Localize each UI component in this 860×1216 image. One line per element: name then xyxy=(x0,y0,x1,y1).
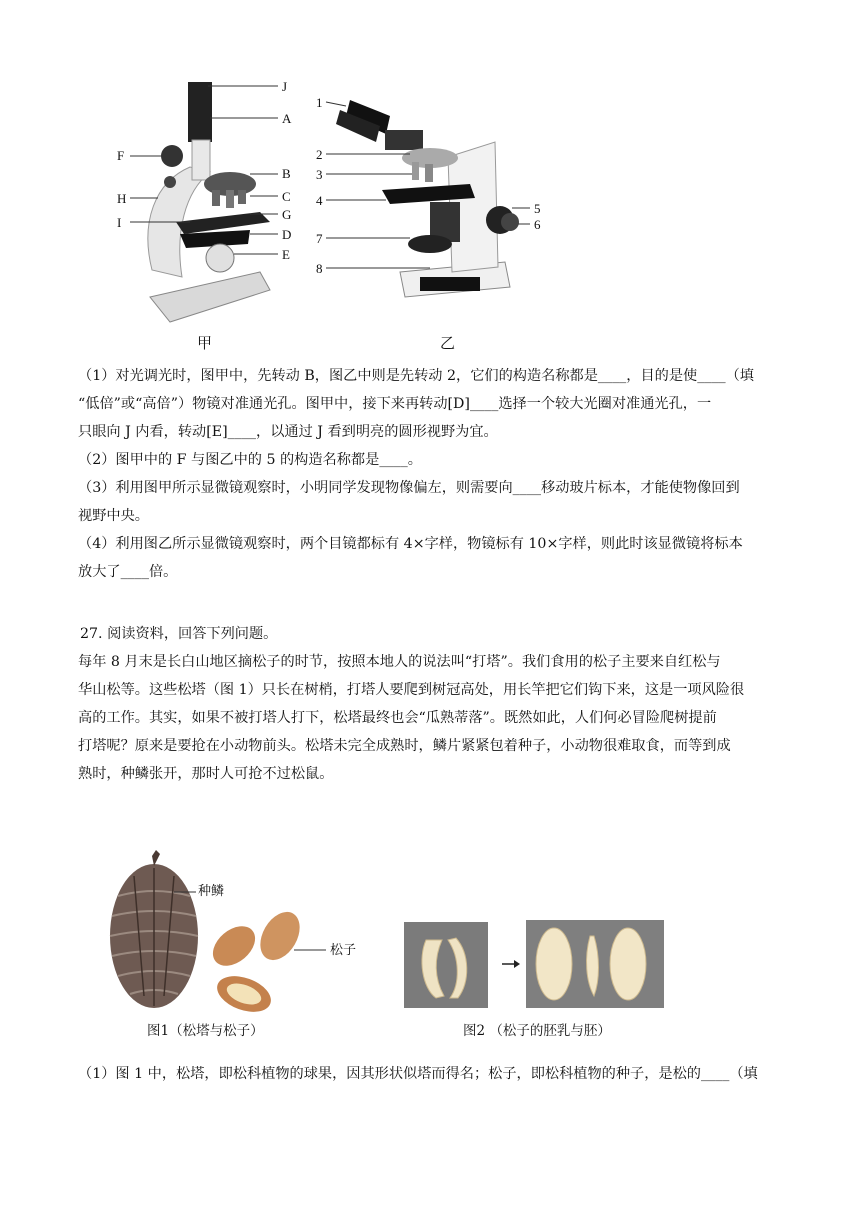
part-label-c: C xyxy=(282,189,291,204)
q27-title: 27. 阅读资料，回答下列问题。 xyxy=(80,626,278,642)
q27-reading-line4: 打塔呢？原来是要抢在小动物前头。松塔未完全成熟时，鳞片紧紧包着种子，小动物很难取食，而等到成 xyxy=(78,738,731,754)
microscope-jia xyxy=(130,82,278,322)
microscope-figure xyxy=(100,72,560,332)
q27-part1-line1: （1）图 1 中，松塔，即松科植物的球果，因其形状似塔而得名；松子，即松科植物的种子，是松的____（填 xyxy=(78,1066,758,1082)
endosperm-drawing xyxy=(404,918,666,1010)
figure-label-yi: 乙 xyxy=(440,334,456,352)
part-label-f: F xyxy=(117,148,125,163)
pinecone-figure xyxy=(104,846,374,1016)
q27-part1 xyxy=(78,1060,784,1088)
part-label-d: D xyxy=(282,227,292,242)
q26-part2: （2）图甲中的 F 与图乙中的 5 的构造名称都是____。 xyxy=(78,452,422,468)
microscope-yi xyxy=(326,100,530,297)
q26-part3-line1: （3）利用图甲所示显微镜观察时，小明同学发现物像偏左，则需要向____移动玻片标本，才能使物像回到 xyxy=(78,480,740,496)
q27-reading-line3: 高的工作。其实，如果不被打塔人打下，松塔最终也会“瓜熟蒂落”。既然如此，人们何必冒险爬树提前 xyxy=(78,710,717,726)
part-label-7: 7 xyxy=(316,231,323,246)
q27-reading-line2: 华山松等。这些松塔（图 1）只长在树梢，打塔人要爬到树冠高处，用长竿把它们钩下来，这是一项风险很 xyxy=(78,682,745,698)
q26-part4-line2: 放大了____倍。 xyxy=(78,564,178,580)
pinecone xyxy=(110,850,198,1008)
q27-text xyxy=(78,620,784,788)
pinecone-label-seed: 松子 xyxy=(330,942,357,957)
figure-label-jia: 甲 xyxy=(197,334,213,352)
part-label-g: G xyxy=(282,207,292,222)
photo-left-panel xyxy=(404,922,488,1008)
figure2-caption: 图2 （松子的胚乳与胚） xyxy=(463,1023,611,1039)
microscope-drawing xyxy=(100,72,560,332)
part-label-e: E xyxy=(282,247,290,262)
pinecone-label-scale: 种鳞 xyxy=(198,883,225,898)
part-label-3: 3 xyxy=(316,167,323,182)
q26-part1-line3: 只眼向 J 内看，转动[E]____，以通过 J 看到明亮的圆形视野为宜。 xyxy=(78,424,498,440)
q26-part3-line2: 视野中央。 xyxy=(78,508,149,524)
part-label-i: I xyxy=(117,215,122,230)
q26-part4-line1: （4）利用图乙所示显微镜观察时，两个目镜都标有 4×字样，物镜标有 10×字样，则此时该显微镜将标本 xyxy=(78,536,743,552)
part-label-2: 2 xyxy=(316,147,323,162)
part-label-4: 4 xyxy=(316,193,323,208)
q27-reading-line1: 每年 8 月末是长白山地区摘松子的时节，按照本地人的说法叫“打塔”。我们食用的松子主要来自红松与 xyxy=(78,654,721,670)
endosperm-figure xyxy=(404,918,666,1010)
q27-reading-line5: 熟时，种鳞张开，那时人可抢不过松鼠。 xyxy=(78,766,334,782)
q26-part1-line1: （1）对光调光时，图甲中，先转动 B，图乙中则是先转动 2，它们的构造名称都是____，目的是使____（填 xyxy=(78,368,754,384)
pinecone-drawing xyxy=(104,846,374,1016)
pine-nuts xyxy=(205,905,307,1016)
part-label-b: B xyxy=(282,166,291,181)
q26-text xyxy=(78,362,784,586)
part-label-j: J xyxy=(282,79,288,94)
part-label-5: 5 xyxy=(534,201,541,216)
q26-part1-line2: “低倍”或“高倍”）物镜对准通光孔。图甲中，接下来再转动[D]____选择一个较大光圈对准通光孔，一 xyxy=(78,396,712,412)
figure1-caption: 图1（松塔与松子） xyxy=(147,1023,264,1039)
part-label-6: 6 xyxy=(534,217,541,232)
part-label-8: 8 xyxy=(316,261,323,276)
part-label-a: A xyxy=(282,111,292,126)
part-label-h: H xyxy=(117,191,127,206)
part-label-1: 1 xyxy=(316,95,323,110)
